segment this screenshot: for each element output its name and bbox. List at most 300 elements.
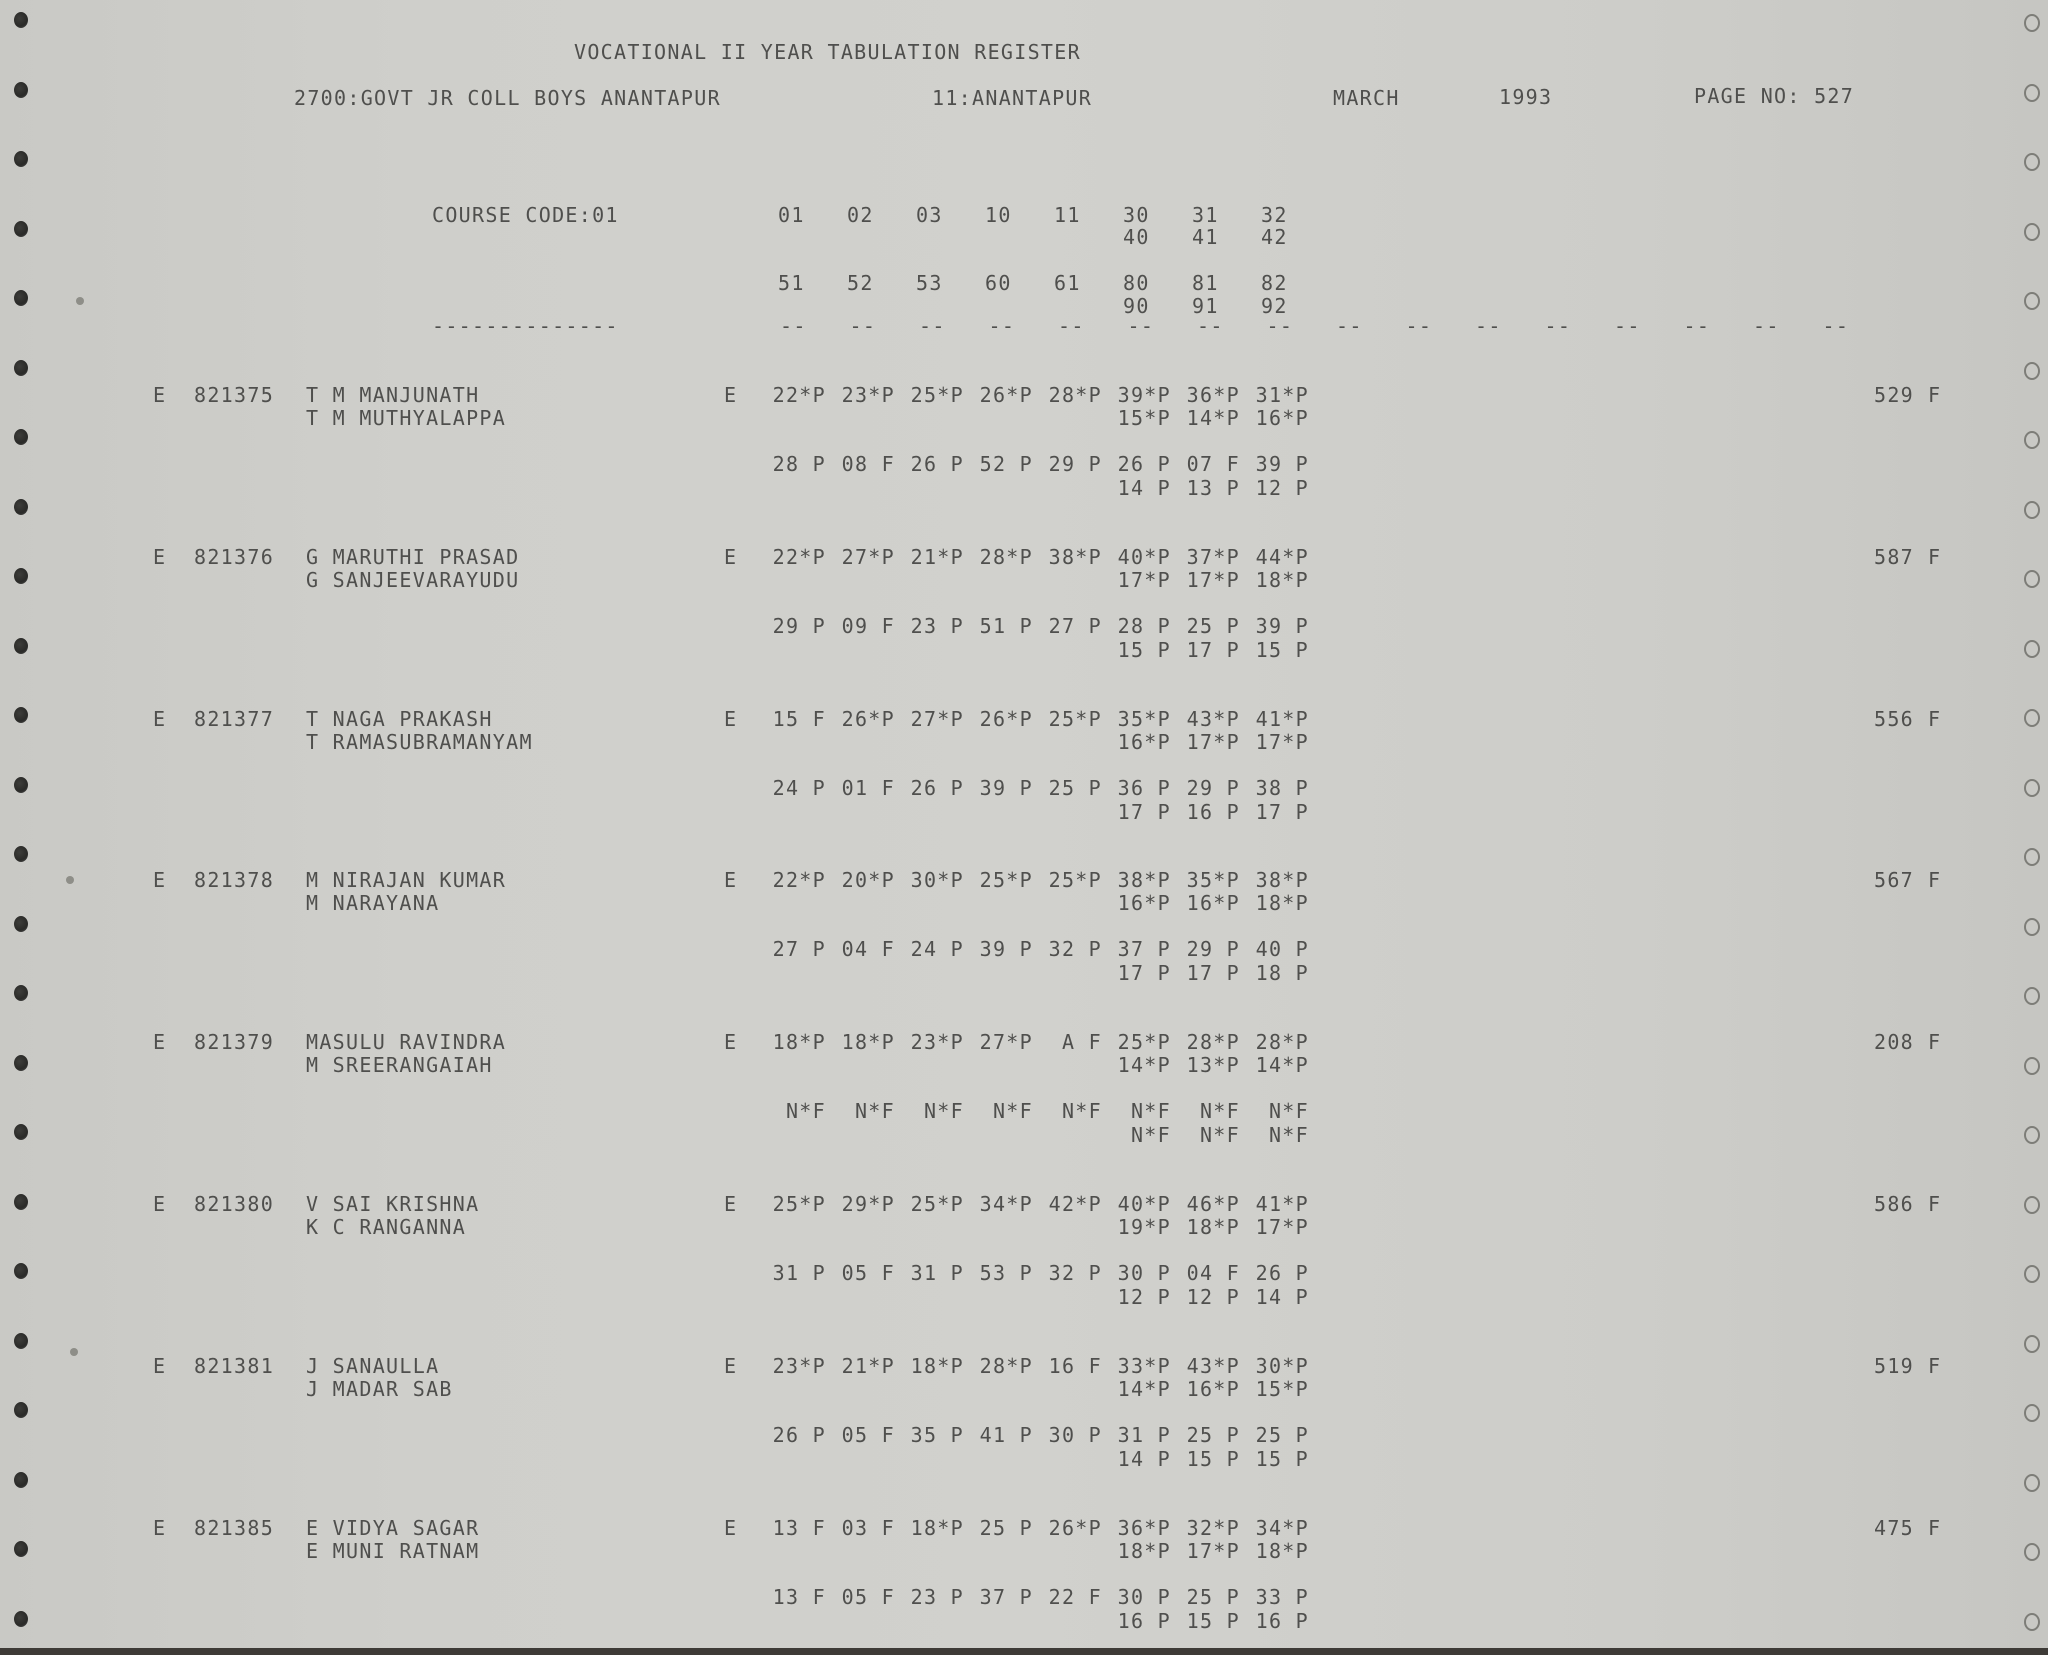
- subject-code: 80: [1123, 271, 1150, 295]
- mark-cell: 16 P: [1186, 800, 1240, 824]
- mark-cell: 25 P: [1186, 1585, 1240, 1609]
- mark-cell: 15 P: [1186, 1447, 1240, 1471]
- result-status: F: [1928, 1354, 1942, 1378]
- mark-cell: 05 F: [841, 1423, 895, 1447]
- mark-cell: 41*P: [1255, 707, 1309, 731]
- tractor-hole: [14, 916, 28, 932]
- mark-cell: N*F: [785, 1099, 826, 1123]
- mark-cell: 18*P: [1186, 1215, 1240, 1239]
- column-divider: --: [1197, 314, 1224, 338]
- total-marks: 208: [1874, 1030, 1915, 1054]
- column-divider: --: [1614, 314, 1641, 338]
- column-divider: --: [1336, 314, 1363, 338]
- mark-cell: 25 P: [1048, 776, 1102, 800]
- subject-code: 53: [916, 271, 943, 295]
- father-name: E MUNI RATNAM: [306, 1539, 480, 1563]
- tractor-hole: [2024, 223, 2040, 241]
- medium-flag: E: [724, 868, 738, 892]
- mark-cell: 27*P: [841, 545, 895, 569]
- tractor-hole: [2024, 1196, 2040, 1214]
- mark-cell: 30 P: [1117, 1585, 1171, 1609]
- mark-cell: 41*P: [1255, 1192, 1309, 1216]
- tractor-hole: [14, 290, 28, 306]
- student-name: MASULU RAVINDRA: [306, 1030, 507, 1054]
- subject-code: 51: [778, 271, 805, 295]
- column-divider: --: [919, 314, 946, 338]
- student-name: V SAI KRISHNA: [306, 1192, 480, 1216]
- mark-cell: 25 P: [979, 1516, 1033, 1540]
- mark-cell: 29 P: [1048, 452, 1102, 476]
- mark-cell: 01 F: [841, 776, 895, 800]
- student-name: E VIDYA SAGAR: [306, 1516, 480, 1540]
- mark-cell: 15*P: [1117, 406, 1171, 430]
- column-divider: --: [1683, 314, 1711, 338]
- mark-cell: 18*P: [841, 1030, 895, 1054]
- tractor-hole: [14, 1333, 28, 1349]
- column-divider: --: [1822, 314, 1850, 338]
- column-divider: --: [1544, 314, 1572, 338]
- mark-cell: 13 F: [772, 1516, 826, 1540]
- mark-cell: 28*P: [1048, 383, 1102, 407]
- mark-cell: 37 P: [1117, 937, 1171, 961]
- mark-cell: 26*P: [841, 707, 895, 731]
- mark-cell: 23*P: [841, 383, 895, 407]
- tractor-hole: [2024, 1404, 2040, 1422]
- tractor-hole: [2024, 431, 2040, 449]
- hall-ticket-number: 821379: [194, 1030, 275, 1054]
- mark-cell: 26*P: [979, 383, 1033, 407]
- stray-mark: [70, 1348, 78, 1356]
- subject-code: 11: [1054, 203, 1081, 227]
- mark-cell: 32 P: [1048, 937, 1102, 961]
- result-status: F: [1928, 545, 1942, 569]
- mark-cell: 22*P: [772, 383, 826, 407]
- tractor-hole: [2024, 1335, 2040, 1353]
- tractor-hole: [14, 429, 28, 445]
- subject-code: 81: [1192, 271, 1219, 295]
- mark-cell: 22 F: [1048, 1585, 1102, 1609]
- mark-cell: 26 P: [1255, 1261, 1309, 1285]
- tractor-hole: [2024, 501, 2040, 519]
- tractor-hole: [14, 1124, 28, 1140]
- subject-code: 52: [847, 271, 874, 295]
- subject-code: 40: [1123, 225, 1150, 249]
- mark-cell: N*F: [1130, 1099, 1171, 1123]
- subject-code: 32: [1261, 203, 1288, 227]
- tractor-hole: [14, 1263, 28, 1279]
- subject-code: 92: [1261, 294, 1288, 318]
- mark-cell: 39 P: [1255, 452, 1309, 476]
- mark-cell: 18*P: [1117, 1539, 1171, 1563]
- column-divider: --: [988, 314, 1016, 338]
- total-marks: 519: [1874, 1354, 1915, 1378]
- medium-code: E: [153, 1192, 167, 1216]
- mark-cell: 23*P: [910, 1030, 964, 1054]
- mark-cell: 08 F: [841, 452, 895, 476]
- mark-cell: 38*P: [1048, 545, 1102, 569]
- subject-code: 10: [985, 203, 1012, 227]
- mark-cell: 28 P: [1117, 614, 1171, 638]
- medium-code: E: [153, 1030, 167, 1054]
- tractor-hole: [14, 1472, 28, 1488]
- subject-code: 30: [1123, 203, 1150, 227]
- student-name: G MARUTHI PRASAD: [306, 545, 520, 569]
- medium-flag: E: [724, 1030, 738, 1054]
- mark-cell: 05 F: [841, 1585, 895, 1609]
- subject-code: 31: [1192, 203, 1219, 227]
- mark-cell: 19*P: [1117, 1215, 1171, 1239]
- total-marks: 586: [1874, 1192, 1915, 1216]
- subject-code: 42: [1261, 225, 1288, 249]
- mark-cell: N*F: [1130, 1123, 1171, 1147]
- mark-cell: 35 P: [910, 1423, 964, 1447]
- mark-cell: 26 P: [1117, 452, 1171, 476]
- tractor-hole: [14, 499, 28, 515]
- tractor-hole: [14, 12, 28, 28]
- mark-cell: 46*P: [1186, 1192, 1240, 1216]
- hall-ticket-number: 821377: [194, 707, 275, 731]
- stray-mark: [66, 876, 74, 884]
- result-status: F: [1928, 1030, 1942, 1054]
- mark-cell: 29 P: [1186, 776, 1240, 800]
- mark-cell: 17*P: [1186, 568, 1240, 592]
- mark-cell: 13*P: [1186, 1053, 1240, 1077]
- result-status: F: [1928, 868, 1942, 892]
- mark-cell: 25*P: [910, 383, 964, 407]
- mark-cell: 15 P: [1186, 1609, 1240, 1633]
- mark-cell: 36*P: [1117, 1516, 1171, 1540]
- student-name: T NAGA PRAKASH: [306, 707, 493, 731]
- mark-cell: 26 P: [772, 1423, 826, 1447]
- tractor-hole: [14, 1402, 28, 1418]
- mark-cell: 28*P: [979, 1354, 1033, 1378]
- total-marks: 567: [1874, 868, 1915, 892]
- mark-cell: 36*P: [1186, 383, 1240, 407]
- exam-year: 1993: [1499, 85, 1553, 109]
- total-marks: 556: [1874, 707, 1915, 731]
- mark-cell: 23*P: [772, 1354, 826, 1378]
- mark-cell: 12 P: [1255, 476, 1309, 500]
- mark-cell: 38*P: [1255, 868, 1309, 892]
- hall-ticket-number: 821385: [194, 1516, 275, 1540]
- medium-code: E: [153, 868, 167, 892]
- mark-cell: 35*P: [1186, 868, 1240, 892]
- mark-cell: 25*P: [910, 1192, 964, 1216]
- father-name: M SREERANGAIAH: [306, 1053, 493, 1077]
- column-divider: --: [1266, 314, 1294, 338]
- tractor-hole: [2024, 84, 2040, 102]
- father-name: G SANJEEVARAYUDU: [306, 568, 520, 592]
- tractor-hole: [14, 82, 28, 98]
- mark-cell: 35*P: [1117, 707, 1171, 731]
- mark-cell: 39 P: [979, 776, 1033, 800]
- mark-cell: N*F: [992, 1099, 1033, 1123]
- mark-cell: 14*P: [1186, 406, 1240, 430]
- hall-ticket-number: 821375: [194, 383, 275, 407]
- tractor-hole: [2024, 362, 2040, 380]
- mark-cell: 42*P: [1048, 1192, 1102, 1216]
- mark-cell: 26 P: [910, 452, 964, 476]
- mark-cell: 14*P: [1117, 1377, 1171, 1401]
- tractor-hole: [2024, 1057, 2040, 1075]
- total-marks: 475: [1874, 1516, 1915, 1540]
- mark-cell: N*F: [1061, 1099, 1102, 1123]
- mark-cell: 33 P: [1255, 1585, 1309, 1609]
- tractor-hole: [14, 1055, 28, 1071]
- mark-cell: 25*P: [1048, 707, 1102, 731]
- mark-cell: 41 P: [979, 1423, 1033, 1447]
- result-status: F: [1928, 707, 1942, 731]
- mark-cell: 29 P: [772, 614, 826, 638]
- mark-cell: 26*P: [1048, 1516, 1102, 1540]
- hall-ticket-number: 821378: [194, 868, 275, 892]
- mark-cell: 14 P: [1255, 1285, 1309, 1309]
- tractor-hole: [14, 638, 28, 654]
- subject-code: 61: [1054, 271, 1081, 295]
- tractor-hole: [2024, 918, 2040, 936]
- subject-code: 90: [1123, 294, 1150, 318]
- tractor-hole: [2024, 14, 2040, 32]
- mark-cell: 40*P: [1117, 1192, 1171, 1216]
- mark-cell: 31 P: [772, 1261, 826, 1285]
- tractor-hole: [14, 1194, 28, 1210]
- mark-cell: 16*P: [1255, 406, 1309, 430]
- college-name: 2700:GOVT JR COLL BOYS ANANTAPUR: [294, 86, 721, 110]
- medium-code: E: [153, 707, 167, 731]
- student-name: T M MANJUNATH: [306, 383, 480, 407]
- tractor-hole: [2024, 1543, 2040, 1561]
- mark-cell: 33*P: [1117, 1354, 1171, 1378]
- mark-cell: 22*P: [772, 545, 826, 569]
- mark-cell: N*F: [1268, 1099, 1309, 1123]
- hall-ticket-number: 821376: [194, 545, 275, 569]
- medium-code: E: [153, 1354, 167, 1378]
- tractor-hole: [14, 707, 28, 723]
- subject-code: 60: [985, 271, 1012, 295]
- exam-month: MARCH: [1333, 86, 1400, 110]
- mark-cell: 20*P: [841, 868, 895, 892]
- page-number: PAGE NO: 527: [1694, 84, 1855, 108]
- mark-cell: 30*P: [910, 868, 964, 892]
- mark-cell: 31 P: [910, 1261, 964, 1285]
- report-title: VOCATIONAL II YEAR TABULATION REGISTER: [574, 40, 1081, 64]
- mark-cell: 15 P: [1117, 638, 1171, 662]
- mark-cell: 15 F: [772, 707, 826, 731]
- mark-cell: 04 F: [841, 937, 895, 961]
- result-status: F: [1928, 383, 1942, 407]
- tractor-hole: [2024, 1265, 2040, 1283]
- medium-code: E: [153, 1516, 167, 1540]
- tractor-hole: [2024, 153, 2040, 171]
- mark-cell: 18*P: [910, 1516, 964, 1540]
- mark-cell: 15*P: [1255, 1377, 1309, 1401]
- mark-cell: 17*P: [1117, 568, 1171, 592]
- mark-cell: 32 P: [1048, 1261, 1102, 1285]
- mark-cell: 34*P: [1255, 1516, 1309, 1540]
- mark-cell: 27 P: [1048, 614, 1102, 638]
- mark-cell: 30 P: [1048, 1423, 1102, 1447]
- mark-cell: 18*P: [772, 1030, 826, 1054]
- mark-cell: 25 P: [1186, 1423, 1240, 1447]
- mark-cell: 52 P: [979, 452, 1033, 476]
- mark-cell: 25*P: [1117, 1030, 1171, 1054]
- student-name: J SANAULLA: [306, 1354, 440, 1378]
- tractor-hole: [14, 360, 28, 376]
- mark-cell: 13 F: [772, 1585, 826, 1609]
- mark-cell: 30 P: [1117, 1261, 1171, 1285]
- tractor-hole: [2024, 570, 2040, 588]
- mark-cell: 16*P: [1117, 891, 1171, 915]
- tractor-hole: [2024, 1613, 2040, 1631]
- column-divider: --: [1405, 314, 1433, 338]
- result-status: F: [1928, 1192, 1942, 1216]
- medium-flag: E: [724, 545, 738, 569]
- paper-bottom-edge: [0, 1648, 2048, 1655]
- tractor-hole: [2024, 1474, 2040, 1492]
- subject-code: 91: [1192, 294, 1219, 318]
- mark-cell: 05 F: [841, 1261, 895, 1285]
- mark-cell: 16*P: [1186, 891, 1240, 915]
- mark-cell: 21*P: [910, 545, 964, 569]
- mark-cell: 31 P: [1117, 1423, 1171, 1447]
- mark-cell: 43*P: [1186, 707, 1240, 731]
- tractor-hole: [14, 221, 28, 237]
- mark-cell: 53 P: [979, 1261, 1033, 1285]
- mark-cell: 12 P: [1117, 1285, 1171, 1309]
- mark-cell: 21*P: [841, 1354, 895, 1378]
- mark-cell: 16 P: [1117, 1609, 1171, 1633]
- mark-cell: 28*P: [979, 545, 1033, 569]
- medium-flag: E: [724, 383, 738, 407]
- medium-flag: E: [724, 1516, 738, 1540]
- mark-cell: 43*P: [1186, 1354, 1240, 1378]
- hall-ticket-number: 821380: [194, 1192, 275, 1216]
- mark-cell: 03 F: [841, 1516, 895, 1540]
- mark-cell: 25*P: [1048, 868, 1102, 892]
- mark-cell: 17*P: [1186, 1539, 1240, 1563]
- mark-cell: 39 P: [979, 937, 1033, 961]
- total-marks: 587: [1874, 545, 1915, 569]
- column-divider: --: [849, 314, 877, 338]
- mark-cell: 38 P: [1255, 776, 1309, 800]
- mark-cell: 17 P: [1117, 800, 1171, 824]
- mark-cell: 09 F: [841, 614, 895, 638]
- subject-code: 82: [1261, 271, 1288, 295]
- mark-cell: 16*P: [1117, 730, 1171, 754]
- subject-code: 01: [778, 203, 805, 227]
- mark-cell: 22*P: [772, 868, 826, 892]
- mark-cell: 32*P: [1186, 1516, 1240, 1540]
- tractor-hole: [14, 985, 28, 1001]
- mark-cell: 12 P: [1186, 1285, 1240, 1309]
- medium-flag: E: [724, 1192, 738, 1216]
- mark-cell: 17 P: [1117, 961, 1171, 985]
- mark-cell: 15 P: [1255, 638, 1309, 662]
- mark-cell: 25 P: [1255, 1423, 1309, 1447]
- subject-code: 02: [847, 203, 874, 227]
- mark-cell: 16 F: [1048, 1354, 1102, 1378]
- column-divider: --: [780, 314, 807, 338]
- mark-cell: 13 P: [1186, 476, 1240, 500]
- mark-cell: 16 P: [1255, 1609, 1309, 1633]
- mark-cell: 34*P: [979, 1192, 1033, 1216]
- mark-cell: 25*P: [979, 868, 1033, 892]
- mark-cell: 17 P: [1186, 638, 1240, 662]
- mark-cell: 25*P: [772, 1192, 826, 1216]
- father-name: J MADAR SAB: [306, 1377, 453, 1401]
- tractor-hole: [14, 777, 28, 793]
- tractor-hole: [2024, 1126, 2040, 1144]
- tractor-hole: [14, 151, 28, 167]
- mark-cell: 18*P: [1255, 568, 1309, 592]
- mark-cell: 18*P: [1255, 1539, 1309, 1563]
- result-status: F: [1928, 1516, 1942, 1540]
- stray-mark: [76, 297, 84, 305]
- mark-cell: 14 P: [1117, 476, 1171, 500]
- column-divider: --: [1475, 314, 1502, 338]
- tractor-hole: [14, 1541, 28, 1557]
- mark-cell: A F: [1061, 1030, 1102, 1054]
- mark-cell: 23 P: [910, 614, 964, 638]
- medium-code: E: [153, 383, 167, 407]
- subject-code: 41: [1192, 225, 1219, 249]
- mark-cell: 14*P: [1117, 1053, 1171, 1077]
- mark-cell: 17*P: [1186, 730, 1240, 754]
- mark-cell: 37*P: [1186, 545, 1240, 569]
- mark-cell: 15 P: [1255, 1447, 1309, 1471]
- tractor-hole: [2024, 292, 2040, 310]
- mark-cell: 28 P: [772, 452, 826, 476]
- tractor-hole: [2024, 987, 2040, 1005]
- tractor-hole: [14, 568, 28, 584]
- mark-cell: 40 P: [1255, 937, 1309, 961]
- mark-cell: N*F: [1199, 1123, 1240, 1147]
- hall-ticket-number: 821381: [194, 1354, 275, 1378]
- subject-code: 03: [916, 203, 943, 227]
- father-name: M NARAYANA: [306, 891, 440, 915]
- father-name: T M MUTHYALAPPA: [306, 406, 507, 430]
- mark-cell: 14*P: [1255, 1053, 1309, 1077]
- mark-cell: 39*P: [1117, 383, 1171, 407]
- mark-cell: 31*P: [1255, 383, 1309, 407]
- column-divider: --: [1127, 314, 1155, 338]
- medium-flag: E: [724, 707, 738, 731]
- mark-cell: 18*P: [910, 1354, 964, 1378]
- mark-cell: 28*P: [1186, 1030, 1240, 1054]
- mark-cell: 24 P: [910, 937, 964, 961]
- mark-cell: 27*P: [910, 707, 964, 731]
- mark-cell: 17*P: [1255, 1215, 1309, 1239]
- mark-cell: 25 P: [1186, 614, 1240, 638]
- mark-cell: 07 F: [1186, 452, 1240, 476]
- mark-cell: N*F: [854, 1099, 895, 1123]
- tractor-hole: [2024, 779, 2040, 797]
- mark-cell: 36 P: [1117, 776, 1171, 800]
- mark-cell: 23 P: [910, 1585, 964, 1609]
- tractor-hole: [2024, 709, 2040, 727]
- mark-cell: 29 P: [1186, 937, 1240, 961]
- mark-cell: N*F: [923, 1099, 964, 1123]
- student-name: M NIRAJAN KUMAR: [306, 868, 507, 892]
- mark-cell: 18*P: [1255, 891, 1309, 915]
- mark-cell: 38*P: [1117, 868, 1171, 892]
- mark-cell: 40*P: [1117, 545, 1171, 569]
- mark-cell: 04 F: [1186, 1261, 1240, 1285]
- mark-cell: 17 P: [1255, 800, 1309, 824]
- medium-flag: E: [724, 1354, 738, 1378]
- tractor-hole: [2024, 848, 2040, 866]
- mark-cell: 28*P: [1255, 1030, 1309, 1054]
